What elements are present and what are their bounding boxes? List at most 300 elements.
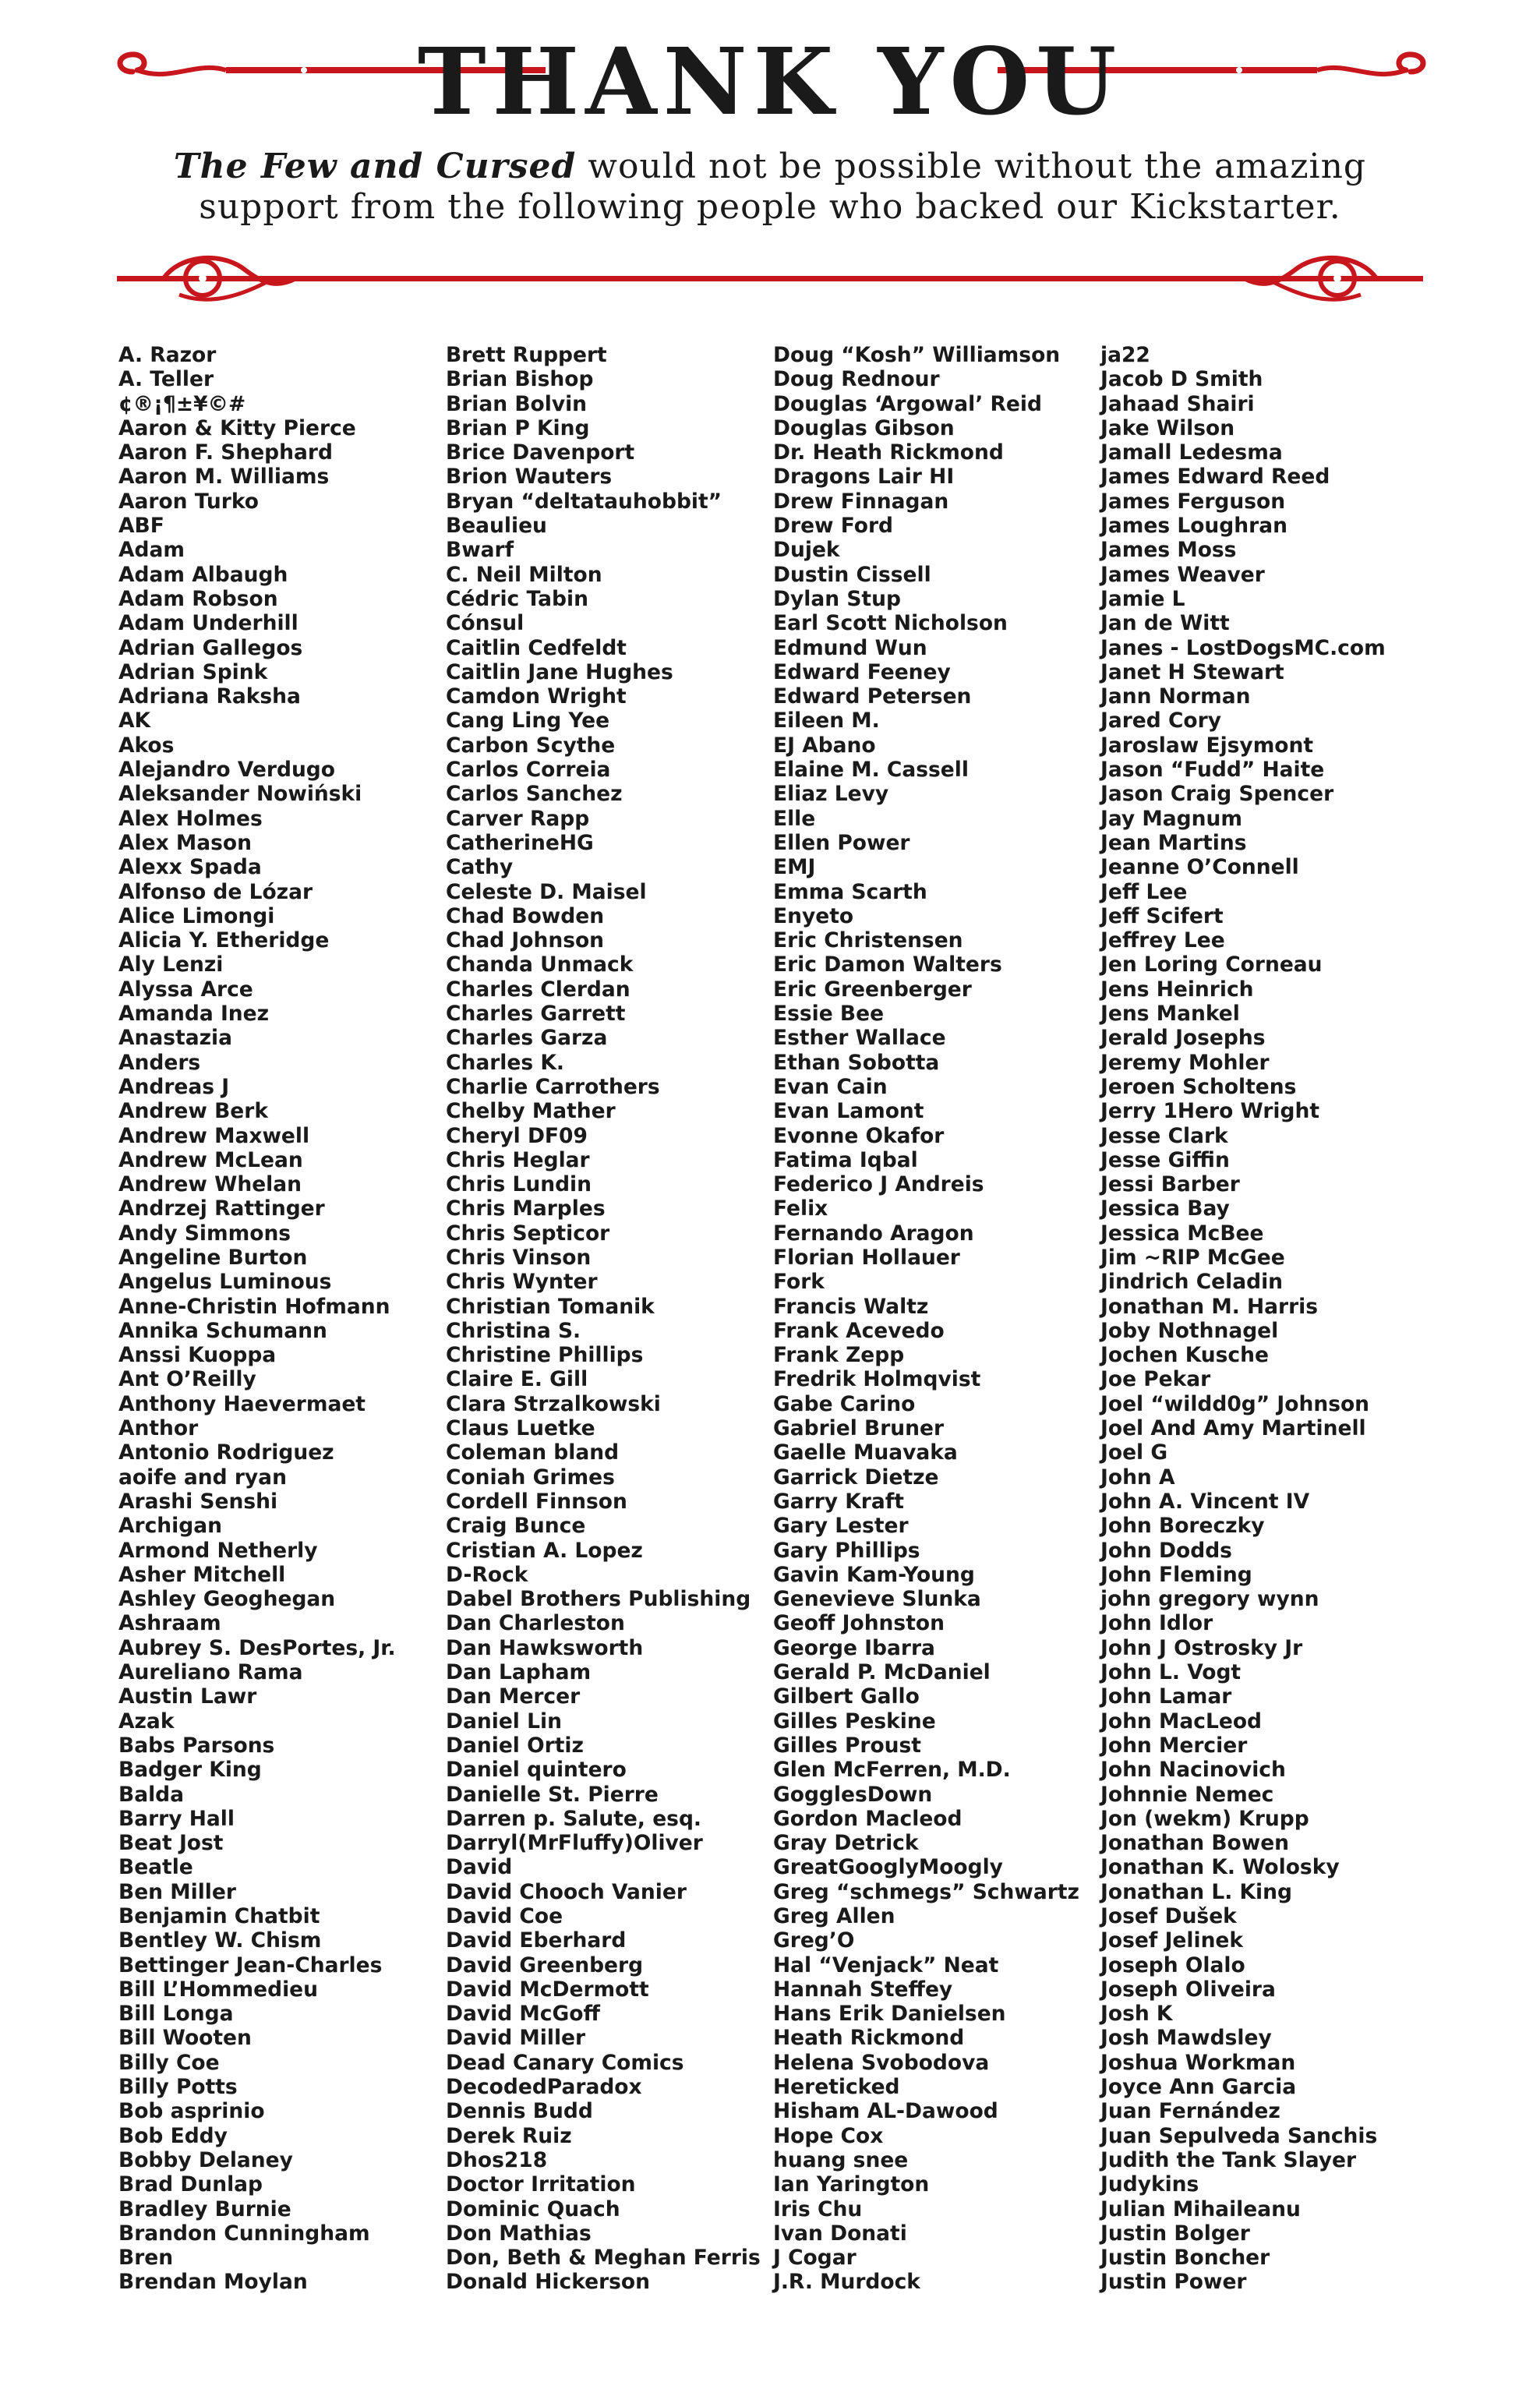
backer-name: Jessica Bay: [1100, 1196, 1230, 1221]
backer-name: Brandon Cunningham: [118, 2221, 370, 2246]
backer-name: Eileen M.: [773, 709, 880, 733]
backer-name: Alfonso de Lózar: [118, 879, 313, 904]
backer-name: Chris Vinson: [446, 1245, 592, 1270]
backer-name: Jindrich Celadin: [1100, 1270, 1284, 1295]
backer-name: Joshua Workman: [1100, 2050, 1296, 2075]
backer-name: Anne-Christin Hofmann: [118, 1294, 390, 1319]
backer-name: aoife and ryan: [118, 1465, 287, 1490]
backer-name: Aureliano Rama: [118, 1660, 303, 1685]
backer-name: James Weaver: [1100, 562, 1265, 587]
backer-name: Josef Dušek: [1100, 1904, 1237, 1928]
backer-name: Dustin Cissell: [773, 562, 931, 587]
backer-name: Fork: [773, 1270, 825, 1295]
backer-name: Babs Parsons: [118, 1733, 275, 1758]
backer-name: Gilles Proust: [773, 1733, 921, 1758]
backer-name: Jaroslaw Ejsymont: [1100, 733, 1314, 758]
backer-name: Drew Ford: [773, 514, 894, 539]
backer-name: Hope Cox: [773, 2123, 884, 2148]
backer-name: Anthor: [118, 1416, 199, 1441]
backer-name: John Nacinovich: [1100, 1758, 1286, 1783]
backer-name: Joseph Oliveira: [1100, 1977, 1276, 2002]
backer-name: Jonathan Bowen: [1100, 1831, 1290, 1856]
backer-name: Chris Wynter: [446, 1270, 598, 1295]
backer-name: Edmund Wun: [773, 635, 927, 660]
backer-name: J.R. Murdock: [773, 2270, 920, 2295]
backer-name: Ellen Power: [773, 830, 910, 855]
backer-name: James Loughran: [1100, 514, 1287, 539]
backer-name: Gabriel Bruner: [773, 1416, 945, 1441]
backer-name: Jake Wilson: [1100, 415, 1235, 440]
backer-name: Jonathan M. Harris: [1100, 1294, 1319, 1319]
backer-name: Emma Scarth: [773, 879, 927, 904]
backer-name: EJ Abano: [773, 733, 876, 758]
backer-name: Douglas Gibson: [773, 415, 955, 440]
backer-name: Janet H Stewart: [1100, 659, 1284, 684]
backer-name: Chad Johnson: [446, 928, 605, 953]
backer-name: Andrew Maxwell: [118, 1123, 310, 1148]
backer-name: D-Rock: [446, 1562, 528, 1587]
backer-name: Hans Erik Danielsen: [773, 2002, 1006, 2027]
backer-name: Dan Mercer: [446, 1684, 581, 1709]
backer-name: Andreas J: [118, 1074, 230, 1099]
backer-name: Gilles Peskine: [773, 1709, 936, 1733]
backer-name: Andy Simmons: [118, 1221, 291, 1246]
backer-name: Charles Garrett: [446, 1002, 626, 1027]
backer-name: Chris Lundin: [446, 1172, 592, 1197]
backer-name: DecodedParadox: [446, 2075, 642, 2100]
backer-name: Jeffrey Lee: [1100, 928, 1225, 953]
backer-name: Dennis Budd: [446, 2099, 593, 2124]
backer-name: Beat Jost: [118, 1831, 224, 1856]
backer-name: Joseph Olalo: [1100, 1953, 1245, 1977]
backer-name: Jerry 1Hero Wright: [1100, 1099, 1319, 1124]
backer-name: David Eberhard: [446, 1928, 627, 1953]
backer-name: Ben Miller: [118, 1879, 236, 1904]
backer-name: Garrick Dietze: [773, 1465, 939, 1490]
backer-name: Archigan: [118, 1514, 222, 1539]
backer-name: Jonathan K. Wolosky: [1100, 1855, 1340, 1880]
backer-name: C. Neil Milton: [446, 562, 602, 587]
backer-name: Aubrey S. DesPortes, Jr.: [118, 1635, 396, 1660]
backer-name: Justin Power: [1100, 2270, 1247, 2295]
backer-name: Glen McFerren, M.D.: [773, 1758, 1011, 1783]
backer-name: Dylan Stup: [773, 586, 901, 611]
book-title: The Few and Cursed: [173, 147, 577, 186]
backer-name: Janes - LostDogsMC.com: [1100, 635, 1386, 660]
backer-name: Bentley W. Chism: [118, 1928, 322, 1953]
backer-name: Drew Finnagan: [773, 489, 949, 514]
backer-name: ja22: [1100, 343, 1150, 367]
backer-name: Jahaad Shairi: [1100, 391, 1255, 416]
backer-name: Craig Bunce: [446, 1514, 586, 1539]
backer-name: Cordell Finnson: [446, 1489, 627, 1514]
backer-name: Clara Strzalkowski: [446, 1391, 661, 1416]
backer-name: Chris Heglar: [446, 1147, 590, 1172]
backer-name: Genevieve Slunka: [773, 1587, 981, 1612]
backer-name: Charles Clerdan: [446, 977, 630, 1002]
backer-name: Dr. Heath Rickmond: [773, 440, 1004, 465]
backer-name: Greg Allen: [773, 1904, 895, 1928]
backer-name: Christina S.: [446, 1318, 581, 1343]
backer-name: Brendan Moylan: [118, 2270, 308, 2295]
backer-name: Bob Eddy: [118, 2123, 228, 2148]
backer-name: Josh Mawdsley: [1100, 2026, 1272, 2051]
backer-name: Bob asprinio: [118, 2099, 265, 2124]
backer-name: Brian P King: [446, 415, 590, 440]
backer-name: CatherineHG: [446, 830, 594, 855]
backer-name: Aly Lenzi: [118, 952, 224, 977]
backer-name: Esther Wallace: [773, 1026, 946, 1051]
divider-flourish: [109, 248, 1431, 310]
backer-name: Balda: [118, 1782, 185, 1807]
backer-column-2: [446, 343, 761, 2295]
backer-name: Juan Sepulveda Sanchis: [1100, 2123, 1378, 2148]
backer-name: Brian Bolvin: [446, 391, 588, 416]
backer-name: Jessi Barber: [1100, 1172, 1240, 1197]
backer-name: Armond Netherly: [118, 1538, 318, 1563]
backer-name: Bobby Delaney: [118, 2147, 293, 2172]
backer-name: Justin Bolger: [1100, 2221, 1250, 2246]
intro-line-1: would not be possible without the amazing: [576, 147, 1367, 186]
backer-name: John Boreczky: [1100, 1514, 1265, 1539]
backer-name: Christine Phillips: [446, 1343, 644, 1368]
backer-name: Cónsul: [446, 611, 525, 636]
backer-name: Helena Svobodova: [773, 2050, 990, 2075]
backer-name: Cédric Tabin: [446, 586, 588, 611]
backer-name: Dominic Quach: [446, 2196, 620, 2221]
backer-name: Juan Fernández: [1100, 2099, 1280, 2124]
backer-name: Hal “Venjack” Neat: [773, 1953, 999, 1977]
backer-name: Coleman bland: [446, 1440, 620, 1465]
backer-name: Doug “Kosh” Williamson: [773, 343, 1061, 367]
backer-name: Camdon Wright: [446, 684, 627, 709]
backer-name: Claus Luetke: [446, 1416, 595, 1441]
backer-name: Eliaz Levy: [773, 782, 889, 807]
backer-name: Alexx Spada: [118, 855, 262, 880]
backer-name: Jamall Ledesma: [1100, 440, 1283, 465]
backer-name: Bren: [118, 2246, 174, 2271]
backer-name: Edward Petersen: [773, 684, 972, 709]
backer-name: Dan Lapham: [446, 1660, 592, 1685]
backer-name: Celeste D. Maisel: [446, 879, 647, 904]
backer-name: Alice Limongi: [118, 903, 275, 928]
backer-name: Caitlin Cedfeldt: [446, 635, 627, 660]
backer-name: Cheryl DF09: [446, 1123, 588, 1148]
backer-name: Gordon Macleod: [773, 1806, 962, 1831]
backer-name: Billy Potts: [118, 2075, 238, 2100]
backer-name: Adriana Raksha: [118, 684, 301, 709]
backer-name: Jann Norman: [1100, 684, 1251, 709]
backer-name: Gabe Carino: [773, 1391, 916, 1416]
backer-name: Doctor Irritation: [446, 2172, 636, 2197]
backer-name: Greg’O: [773, 1928, 855, 1953]
backer-name: Jeanne O’Connell: [1100, 855, 1299, 880]
backer-name: Carlos Sanchez: [446, 782, 623, 807]
backer-name: Jean Martins: [1100, 830, 1247, 855]
backer-name: Ian Yarington: [773, 2172, 930, 2197]
backer-name: John Lamar: [1100, 1684, 1232, 1709]
backer-name: Douglas ‘Argowal’ Reid: [773, 391, 1042, 416]
backer-name: Jon (wekm) Krupp: [1100, 1806, 1309, 1831]
backer-name: Chelby Mather: [446, 1099, 616, 1124]
backer-name: John J Ostrosky Jr: [1100, 1635, 1303, 1660]
backer-name: Brett Ruppert: [446, 343, 607, 367]
backer-name: Charles Garza: [446, 1026, 608, 1051]
backer-name: Chris Septicor: [446, 1221, 610, 1246]
backer-name: Eric Greenberger: [773, 977, 972, 1002]
intro-text: [140, 147, 1400, 228]
backer-name: Evan Cain: [773, 1074, 888, 1099]
backer-name: Bettinger Jean-Charles: [118, 1953, 383, 1977]
backer-name: John L. Vogt: [1100, 1660, 1242, 1685]
backer-name: Bwarf: [446, 538, 514, 563]
backer-name: A. Teller: [118, 367, 214, 392]
backer-name: Edward Feeney: [773, 659, 951, 684]
backer-name: Fatima Iqbal: [773, 1147, 918, 1172]
backer-name: Anders: [118, 1050, 201, 1075]
backer-name: Frank Acevedo: [773, 1318, 945, 1343]
backer-name: Florian Hollauer: [773, 1245, 960, 1270]
backer-name: Jared Cory: [1100, 709, 1221, 733]
backer-name: Bradley Burnie: [118, 2196, 291, 2221]
backer-name: Azak: [118, 1709, 175, 1733]
intro-line-2: support from the following people who backed our Kickstarter.: [199, 187, 1341, 227]
backer-name: Angeline Burton: [118, 1245, 308, 1270]
backer-name: John Dodds: [1100, 1538, 1232, 1563]
backer-name: Ethan Sobotta: [773, 1050, 940, 1075]
backer-name: Bill Wooten: [118, 2026, 252, 2051]
backer-name: David Chooch Vanier: [446, 1879, 687, 1904]
page-title: THANK YOU: [417, 27, 1123, 136]
backer-name: Daniel Lin: [446, 1709, 562, 1733]
backer-name: Joel And Amy Martinell: [1100, 1416, 1366, 1441]
backer-name: Arashi Senshi: [118, 1489, 278, 1514]
backer-name: Fernando Aragon: [773, 1221, 974, 1246]
backer-name: Darryl(MrFluffy)Oliver: [446, 1831, 703, 1856]
backer-name: Greg “schmegs” Schwartz: [773, 1879, 1079, 1904]
backer-name: Carver Rapp: [446, 806, 590, 831]
backer-column-3: [773, 343, 1079, 2295]
backer-name: Doug Rednour: [773, 367, 940, 392]
backer-name: Aaron & Kitty Pierce: [118, 415, 356, 440]
backer-name: Julian Mihaileanu: [1100, 2196, 1301, 2221]
backer-name: Daniel quintero: [446, 1758, 627, 1783]
backer-name: James Ferguson: [1100, 489, 1286, 514]
backer-name: John Idlor: [1100, 1611, 1213, 1636]
backer-name: Ivan Donati: [773, 2221, 907, 2246]
backer-name: David: [446, 1855, 513, 1880]
backer-name: Jochen Kusche: [1100, 1343, 1269, 1368]
backer-name: Jacob D Smith: [1100, 367, 1263, 392]
backer-name: Elaine M. Cassell: [773, 758, 969, 783]
backer-name: John Fleming: [1100, 1562, 1252, 1587]
backer-name: Justin Boncher: [1100, 2246, 1270, 2271]
backer-name: Carbon Scythe: [446, 733, 616, 758]
backer-name: Hannah Steffey: [773, 1977, 953, 2002]
backer-name: Dan Hawksworth: [446, 1635, 644, 1660]
backer-name: Eric Damon Walters: [773, 952, 1002, 977]
backer-name: Federico J Andreis: [773, 1172, 984, 1197]
backer-name: John MacLeod: [1100, 1709, 1263, 1733]
backer-name: Jeff Scifert: [1100, 903, 1224, 928]
backer-name: Cristian A. Lopez: [446, 1538, 643, 1563]
backer-name: Jeremy Mohler: [1100, 1050, 1270, 1075]
backer-name: Judith the Tank Slayer: [1100, 2147, 1357, 2172]
backer-name: Akos: [118, 733, 175, 758]
backer-list: [0, 343, 1540, 2370]
backer-name: Jens Mankel: [1100, 1002, 1240, 1027]
backer-name: David Greenberg: [446, 1953, 644, 1977]
backer-name: Donald Hickerson: [446, 2270, 650, 2295]
backer-name: Gavin Kam-Young: [773, 1562, 975, 1587]
backer-name: Gray Detrick: [773, 1831, 919, 1856]
backer-name: Andrew Berk: [118, 1099, 268, 1124]
backer-name: Coniah Grimes: [446, 1465, 615, 1490]
backer-name: Josh K: [1100, 2002, 1173, 2027]
backer-name: GreatGooglyMoogly: [773, 1855, 1003, 1880]
backer-name: Heath Rickmond: [773, 2026, 965, 2051]
backer-name: Jerald Josephs: [1100, 1026, 1266, 1051]
backer-name: Adam Albaugh: [118, 562, 288, 587]
backer-name: Dead Canary Comics: [446, 2050, 684, 2075]
backer-name: James Edward Reed: [1100, 465, 1330, 489]
backer-name: Hisham AL-Dawood: [773, 2099, 998, 2124]
backer-name: John A. Vincent IV: [1100, 1489, 1310, 1514]
backer-name: Jeff Lee: [1100, 879, 1188, 904]
backer-name: Jan de Witt: [1100, 611, 1230, 636]
backer-name: Charlie Carrothers: [446, 1074, 660, 1099]
backer-name: Joyce Ann Garcia: [1100, 2075, 1297, 2100]
backer-name: Adam: [118, 538, 185, 563]
backer-name: Andrew McLean: [118, 1147, 303, 1172]
backer-name: George Ibarra: [773, 1635, 935, 1660]
backer-name: Andrew Whelan: [118, 1172, 302, 1197]
backer-name: John A: [1100, 1465, 1175, 1490]
backer-name: A. Razor: [118, 343, 217, 367]
backer-column-1: [118, 343, 396, 2295]
backer-name: EMJ: [773, 855, 816, 880]
backer-name: Chanda Unmack: [446, 952, 634, 977]
backer-name: Andrzej Rattinger: [118, 1196, 325, 1221]
backer-name: huang snee: [773, 2147, 909, 2172]
backer-name: Darren p. Salute, esq.: [446, 1806, 701, 1831]
backer-name: Jamie L: [1100, 586, 1185, 611]
backer-name: Ashraam: [118, 1611, 221, 1636]
backer-name: Joe Pekar: [1100, 1367, 1211, 1392]
backer-name: Cang Ling Yee: [446, 709, 610, 733]
backer-name: Barry Hall: [118, 1806, 235, 1831]
backer-name: Jeroen Scholtens: [1100, 1074, 1297, 1099]
backer-name: Danielle St. Pierre: [446, 1782, 659, 1807]
backer-name: Chad Bowden: [446, 903, 605, 928]
backer-name: Ant O’Reilly: [118, 1367, 256, 1392]
backer-name: Joel “wildd0g” Johnson: [1100, 1391, 1370, 1416]
backer-name: Claire E. Gill: [446, 1367, 588, 1392]
backer-name: Angelus Luminous: [118, 1270, 332, 1295]
backer-name: David Coe: [446, 1904, 563, 1928]
backer-name: Jessica McBee: [1100, 1221, 1264, 1246]
backer-name: Evonne Okafor: [773, 1123, 945, 1148]
backer-name: Bill Longa: [118, 2002, 234, 2027]
backer-name: David McDermott: [446, 1977, 649, 2002]
backer-name: Aaron Turko: [118, 489, 259, 514]
backer-name: Bryan “deltatauhobbit”: [446, 489, 722, 514]
backer-name: John Mercier: [1100, 1733, 1248, 1758]
backer-name: Jen Loring Corneau: [1100, 952, 1323, 977]
backer-name: Don Mathias: [446, 2221, 592, 2246]
backer-name: Daniel Ortiz: [446, 1733, 584, 1758]
backer-name: Alex Mason: [118, 830, 252, 855]
backer-name: ¢®¡¶±¥©#: [118, 391, 246, 416]
backer-name: AK: [118, 709, 151, 733]
backer-name: J Cogar: [773, 2246, 857, 2271]
backer-name: Evan Lamont: [773, 1099, 924, 1124]
backer-name: Beaulieu: [446, 514, 547, 539]
backer-name: Brian Bishop: [446, 367, 594, 392]
backer-name: Felix: [773, 1196, 828, 1221]
backer-name: Iris Chu: [773, 2196, 863, 2221]
backer-name: Adrian Spink: [118, 659, 268, 684]
backer-name: Billy Coe: [118, 2050, 220, 2075]
backer-name: Derek Ruiz: [446, 2123, 572, 2148]
backer-name: Johnnie Nemec: [1100, 1782, 1274, 1807]
backer-name: Adrian Gallegos: [118, 635, 303, 660]
backer-name: Judykins: [1100, 2172, 1199, 2197]
backer-name: Don, Beth & Meghan Ferris: [446, 2246, 761, 2271]
backer-name: David Miller: [446, 2026, 586, 2051]
backer-name: Gary Phillips: [773, 1538, 920, 1563]
backer-name: Brice Davenport: [446, 440, 635, 465]
backer-name: Geoff Johnston: [773, 1611, 945, 1636]
backer-name: Jens Heinrich: [1100, 977, 1254, 1002]
backer-name: Francis Waltz: [773, 1294, 929, 1319]
backer-name: Gary Lester: [773, 1514, 909, 1539]
backer-name: Jason Craig Spencer: [1100, 782, 1334, 807]
backer-name: Joel G: [1100, 1440, 1168, 1465]
backer-name: Beatle: [118, 1855, 193, 1880]
backer-name: GogglesDown: [773, 1782, 933, 1807]
backer-name: Carlos Correia: [446, 758, 611, 783]
backer-name: Essie Bee: [773, 1002, 885, 1027]
backer-name: Charles K.: [446, 1050, 564, 1075]
backer-name: Dan Charleston: [446, 1611, 625, 1636]
backer-name: Gerald P. McDaniel: [773, 1660, 991, 1685]
backer-name: Gilbert Gallo: [773, 1684, 920, 1709]
backer-name: Ashley Geoghegan: [118, 1587, 336, 1612]
backer-name: Chris Marples: [446, 1196, 606, 1221]
backer-name: Jonathan L. King: [1100, 1879, 1292, 1904]
backer-name: john gregory wynn: [1100, 1587, 1319, 1612]
backer-name: Jesse Giffin: [1100, 1147, 1230, 1172]
backer-name: Dragons Lair HI: [773, 465, 955, 489]
backer-name: Aaron F. Shephard: [118, 440, 333, 465]
backer-name: Jesse Clark: [1100, 1123, 1228, 1148]
backer-name: Jason “Fudd” Haite: [1100, 758, 1325, 783]
backer-name: Asher Mitchell: [118, 1562, 286, 1587]
backer-name: Joby Nothnagel: [1100, 1318, 1279, 1343]
backer-name: Frank Zepp: [773, 1343, 905, 1368]
backer-name: Enyeto: [773, 903, 854, 928]
backer-name: Garry Kraft: [773, 1489, 904, 1514]
backer-name: Aleksander Nowiński: [118, 782, 362, 807]
backer-name: Elle: [773, 806, 816, 831]
backer-name: Antonio Rodriguez: [118, 1440, 334, 1465]
backer-name: Jay Magnum: [1100, 806, 1242, 831]
backer-name: ABF: [118, 514, 164, 539]
backer-name: David McGoff: [446, 2002, 600, 2027]
backer-name: Dhos218: [446, 2147, 548, 2172]
backer-name: Alyssa Arce: [118, 977, 253, 1002]
